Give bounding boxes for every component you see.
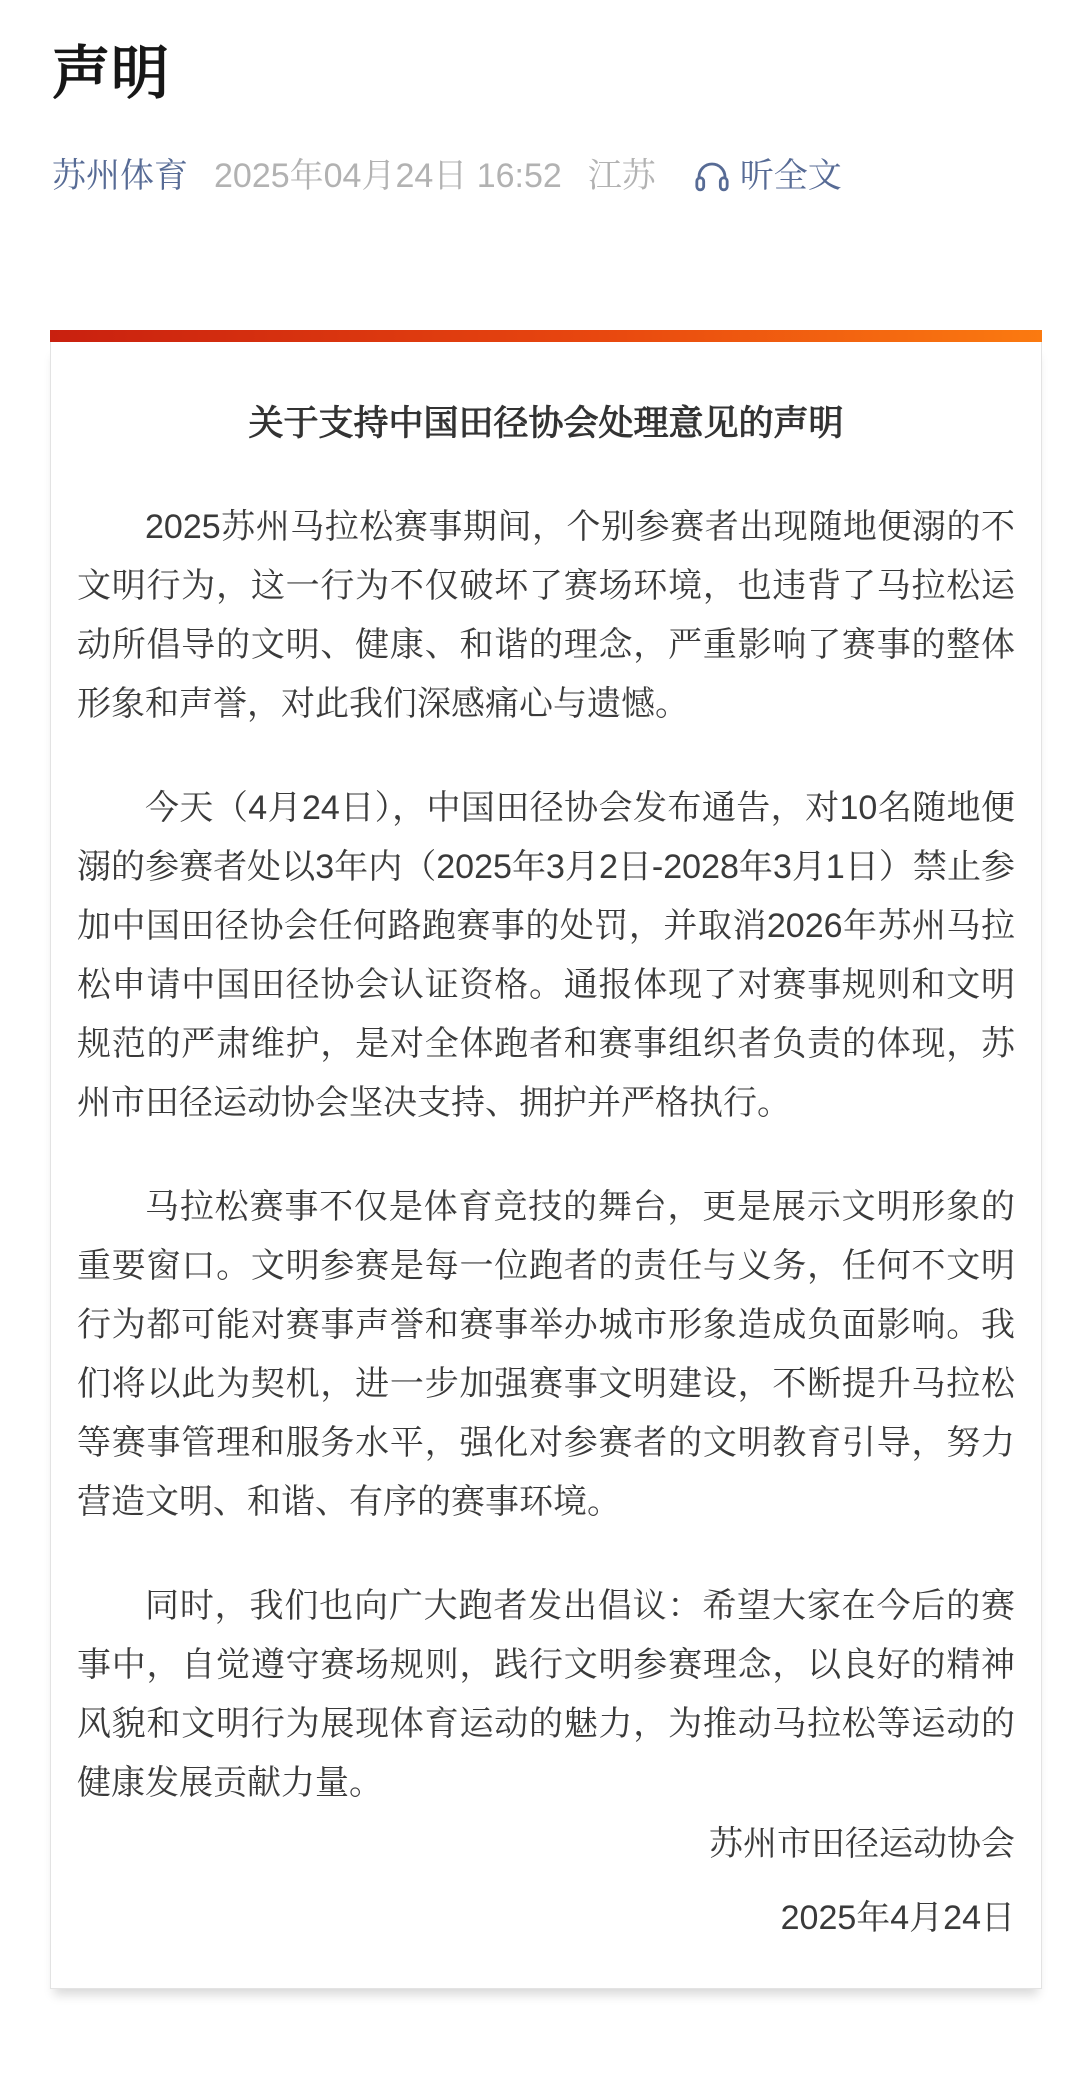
statement-title: 关于支持中国田径协会处理意见的声明: [248, 404, 844, 443]
card-accent-bar: [50, 330, 1042, 342]
statement-card-body: [50, 342, 1042, 1989]
statement-paragraph-2: 今天（4月24日），中国田径协会发布通告，对10名随地便溺的参赛者处以3年内（2025年3月2日-2028年3月1日）禁止参加中国田径协会任何路跑赛事的处罚，并取消2026年苏州马拉松申请中国田径协会认证资格。通报体现了对赛事规则和文明规范的严肃维护，是对全体跑者和赛事组织者负责的体现，苏州市田径运动协会坚决支持、拥护并严格执行。: [77, 789, 1015, 1122]
statement-signature: 苏州市田径运动协会: [709, 1825, 1015, 1863]
article-page: [0, 42, 1080, 2098]
publish-datetime: 2025年04月24日 16:52: [214, 157, 562, 195]
byline: [52, 154, 1080, 198]
publish-location: 江苏: [587, 157, 656, 195]
headphone-icon: [692, 156, 732, 196]
page-title: 声明: [52, 41, 171, 106]
statement-paragraph-3: 马拉松赛事不仅是体育竞技的舞台，更是展示文明形象的重要窗口。文明参赛是每一位跑者的责任与义务，任何不文明行为都可能对赛事声誉和赛事举办城市形象造成负面影响。我们将以此为契机，进一步加强赛事文明建设，不断提升马拉松等赛事管理和服务水平，强化对参赛者的文明教育引导，努力营造文明、和谐、有序的赛事环境。: [77, 1188, 1015, 1521]
statement-paragraph-4: 同时，我们也向广大跑者发出倡议：希望大家在今后的赛事中，自觉遵守赛场规则，践行文明参赛理念，以良好的精神风貌和文明行为展现体育运动的魅力，为推动马拉松等运动的健康发展贡献力量。: [77, 1587, 1015, 1802]
listen-full-text-button[interactable]: [692, 154, 842, 198]
statement-paragraph-1: 2025苏州马拉松赛事期间，个别参赛者出现随地便溺的不文明行为，这一行为不仅破坏了赛场环境，也违背了马拉松运动所倡导的文明、健康、和谐的理念，严重影响了赛事的整体形象和声誉，对此我们深感痛心与遗憾。: [77, 508, 1015, 723]
account-link[interactable]: 苏州体育: [52, 157, 188, 195]
listen-label: 听全文: [739, 157, 842, 195]
statement-date: 2025年4月24日: [780, 1899, 1015, 1937]
statement-card: [50, 330, 1042, 1989]
